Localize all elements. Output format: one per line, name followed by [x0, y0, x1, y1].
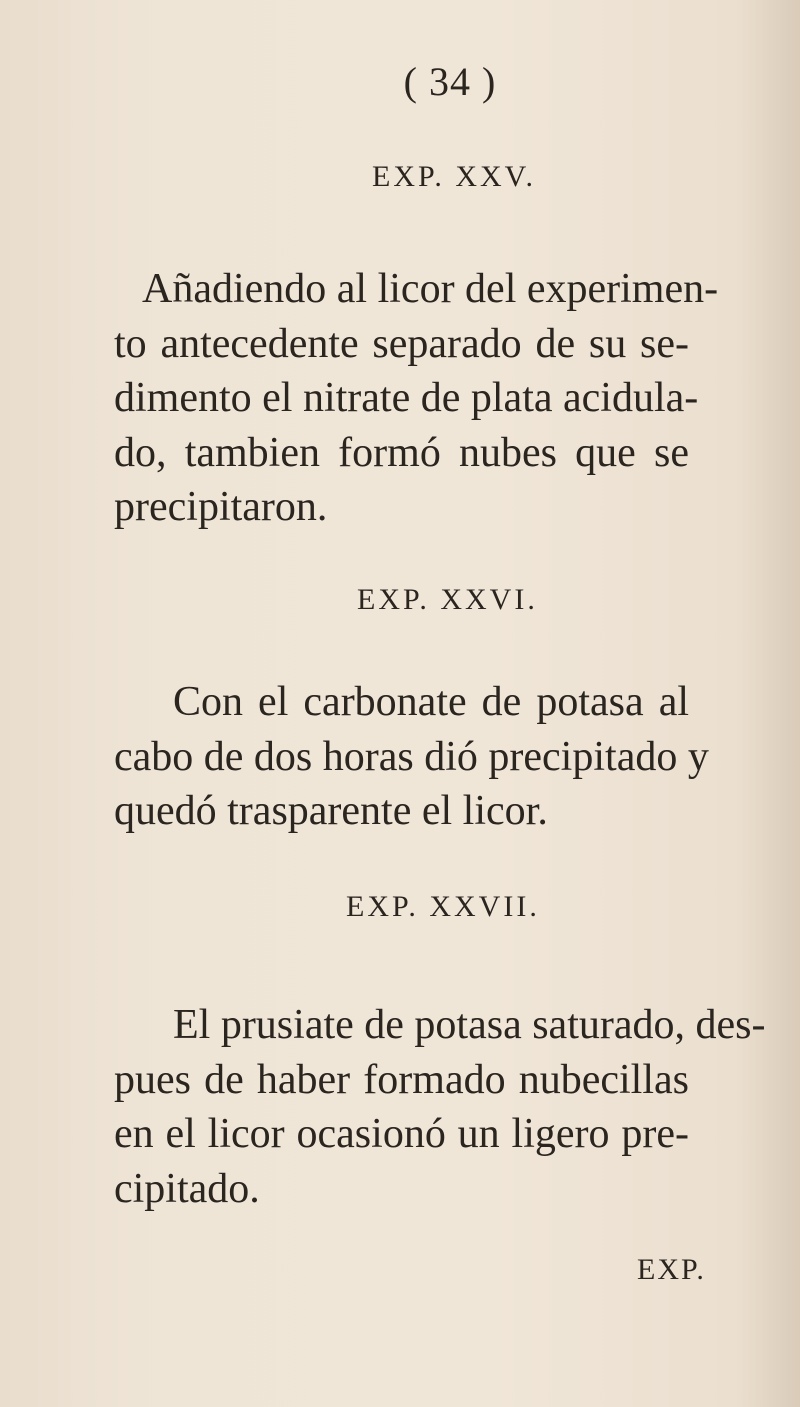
paragraph-line: pues de haber formado nubecillas	[114, 1056, 689, 1103]
paragraph-line: precipitaron.	[114, 484, 328, 530]
paragraph-line: El prusiate de potasa saturado, des-	[173, 1002, 766, 1048]
paragraph-exp-xxvi	[114, 675, 709, 839]
paragraph-line: Añadiendo al licor del experimen-	[142, 266, 719, 312]
paragraph-line: dimento el nitrate de plata acidula-	[114, 375, 699, 421]
paragraph-line: Con el carbonate de potasa al	[173, 679, 689, 725]
paragraph-exp-xxvii	[114, 998, 766, 1216]
paragraph-line: quedó trasparente el licor.	[114, 788, 548, 834]
paragraph-line: do, tambien formó nubes que se	[114, 429, 689, 476]
paragraph-line: cipitado.	[114, 1165, 260, 1212]
section-heading-exp-xxvi: EXP. XXVI.	[357, 583, 538, 616]
paragraph-line: to antecedente separado de su se-	[114, 320, 689, 367]
paragraph-line: cabo de dos horas dió precipitado y	[114, 733, 709, 780]
paragraph-exp-xxv	[114, 262, 719, 535]
section-heading-exp-xxv: EXP. XXV.	[372, 160, 536, 193]
section-heading-exp-xxvii: EXP. XXVII.	[346, 890, 540, 923]
paragraph-line: en el licor ocasionó un ligero pre-	[114, 1111, 689, 1157]
page-number: ( 34 )	[403, 59, 497, 104]
catchword: EXP.	[637, 1253, 706, 1286]
